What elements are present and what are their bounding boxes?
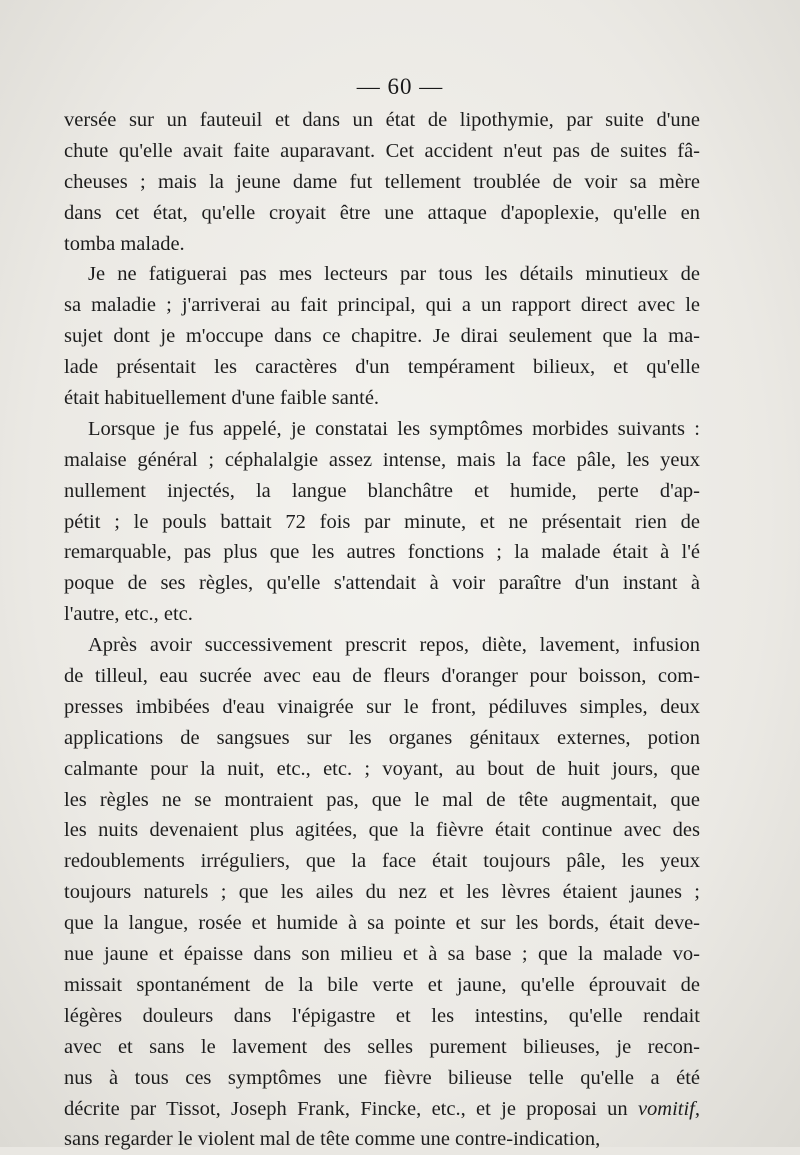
text-line: nullement injectés, la langue blanchâtre et humide, perte d'ap- xyxy=(64,479,700,502)
body-text xyxy=(64,105,700,1155)
text-line: pétit ; le pouls battait 72 fois par minute, et ne présentait rien de xyxy=(64,510,700,533)
text-line: nue jaune et épaisse dans son milieu et à sa base ; que la malade vo- xyxy=(64,943,700,966)
text-line: sans regarder le violent mal de tête comme une contre-indication, xyxy=(64,1128,601,1151)
text-line: était habituellement d'une faible santé. xyxy=(64,387,380,410)
text-line: légères douleurs dans l'épigastre et les intestins, qu'elle rendait xyxy=(64,1004,700,1027)
text-line: Je ne fatiguerai pas mes lecteurs par tous les détails minutieux de xyxy=(88,263,700,286)
text-line: lade présentait les caractères d'un tempérament bilieux, et qu'elle xyxy=(64,356,700,379)
text-line: décrite par Tissot, Joseph Frank, Fincke, etc., et je proposai un vomitif, xyxy=(64,1097,700,1120)
text-line: de tilleul, eau sucrée avec eau de fleurs d'oranger pour boisson, com- xyxy=(64,665,700,688)
text-line: chute qu'elle avait faite auparavant. Cet accident n'eut pas de suites fâ- xyxy=(64,139,700,162)
text-line: toujours naturels ; que les ailes du nez et les lèvres étaient jaunes ; xyxy=(64,881,700,904)
text-line: applications de sangsues sur les organes génitaux externes, potion xyxy=(64,726,700,749)
text-line: versée sur un fauteuil et dans un état de lipothymie, par suite d'une xyxy=(64,109,700,131)
text-line: Après avoir successivement prescrit repos, diète, lavement, infusion xyxy=(88,634,700,657)
text-line: les règles ne se montraient pas, que le mal de tête augmentait, que xyxy=(64,788,700,811)
text-line: dans cet état, qu'elle croyait être une attaque d'apoplexie, qu'elle en xyxy=(64,201,700,224)
text-line: sa maladie ; j'arriverai au fait principal, qui a un rapport direct avec le xyxy=(64,294,700,317)
text-line: l'autre, etc., etc. xyxy=(64,603,193,626)
paragraph xyxy=(64,105,700,259)
text-line: presses imbibées d'eau vinaigrée sur le front, pédiluves simples, deux xyxy=(64,695,700,718)
text-line: poque de ses règles, qu'elle s'attendait à voir paraître d'un instant à xyxy=(64,572,700,595)
text-line: les nuits devenaient plus agitées, que la fièvre était continue avec des xyxy=(64,819,700,842)
text-line: avec et sans le lavement des selles purement bilieuses, je recon- xyxy=(64,1035,700,1058)
italic-word: vomitif, xyxy=(637,1097,700,1120)
text-line: calmante pour la nuit, etc., etc. ; voyant, au bout de huit jours, que xyxy=(64,757,700,780)
text-line: redoublements irréguliers, que la face était toujours pâle, les yeux xyxy=(64,850,700,873)
text-line: tomba malade. xyxy=(64,232,185,255)
text-line: Lorsque je fus appelé, je constatai les symptômes morbides suivants : xyxy=(88,417,700,440)
page-number: — 60 — xyxy=(356,74,444,99)
paragraph xyxy=(64,630,700,1155)
text-line: malaise général ; céphalalgie assez intense, mais la face pâle, les yeux xyxy=(64,448,700,471)
text-line: nus à tous ces symptômes une fièvre bilieuse telle qu'elle a été xyxy=(64,1066,700,1089)
text-line: que la langue, rosée et humide à sa pointe et sur les bords, était deve- xyxy=(64,912,700,935)
paragraph xyxy=(64,259,700,413)
text-line: missait spontanément de la bile verte et jaune, qu'elle éprouvait de xyxy=(64,973,700,996)
text-line: sujet dont je m'occupe dans ce chapitre. Je dirai seulement que la ma- xyxy=(64,325,700,348)
text-line: remarquable, pas plus que les autres fonctions ; la malade était à l'é xyxy=(64,541,700,564)
text-line: cheuses ; mais la jeune dame fut tellement troublée de voir sa mère xyxy=(64,170,700,193)
paragraph xyxy=(64,414,700,630)
